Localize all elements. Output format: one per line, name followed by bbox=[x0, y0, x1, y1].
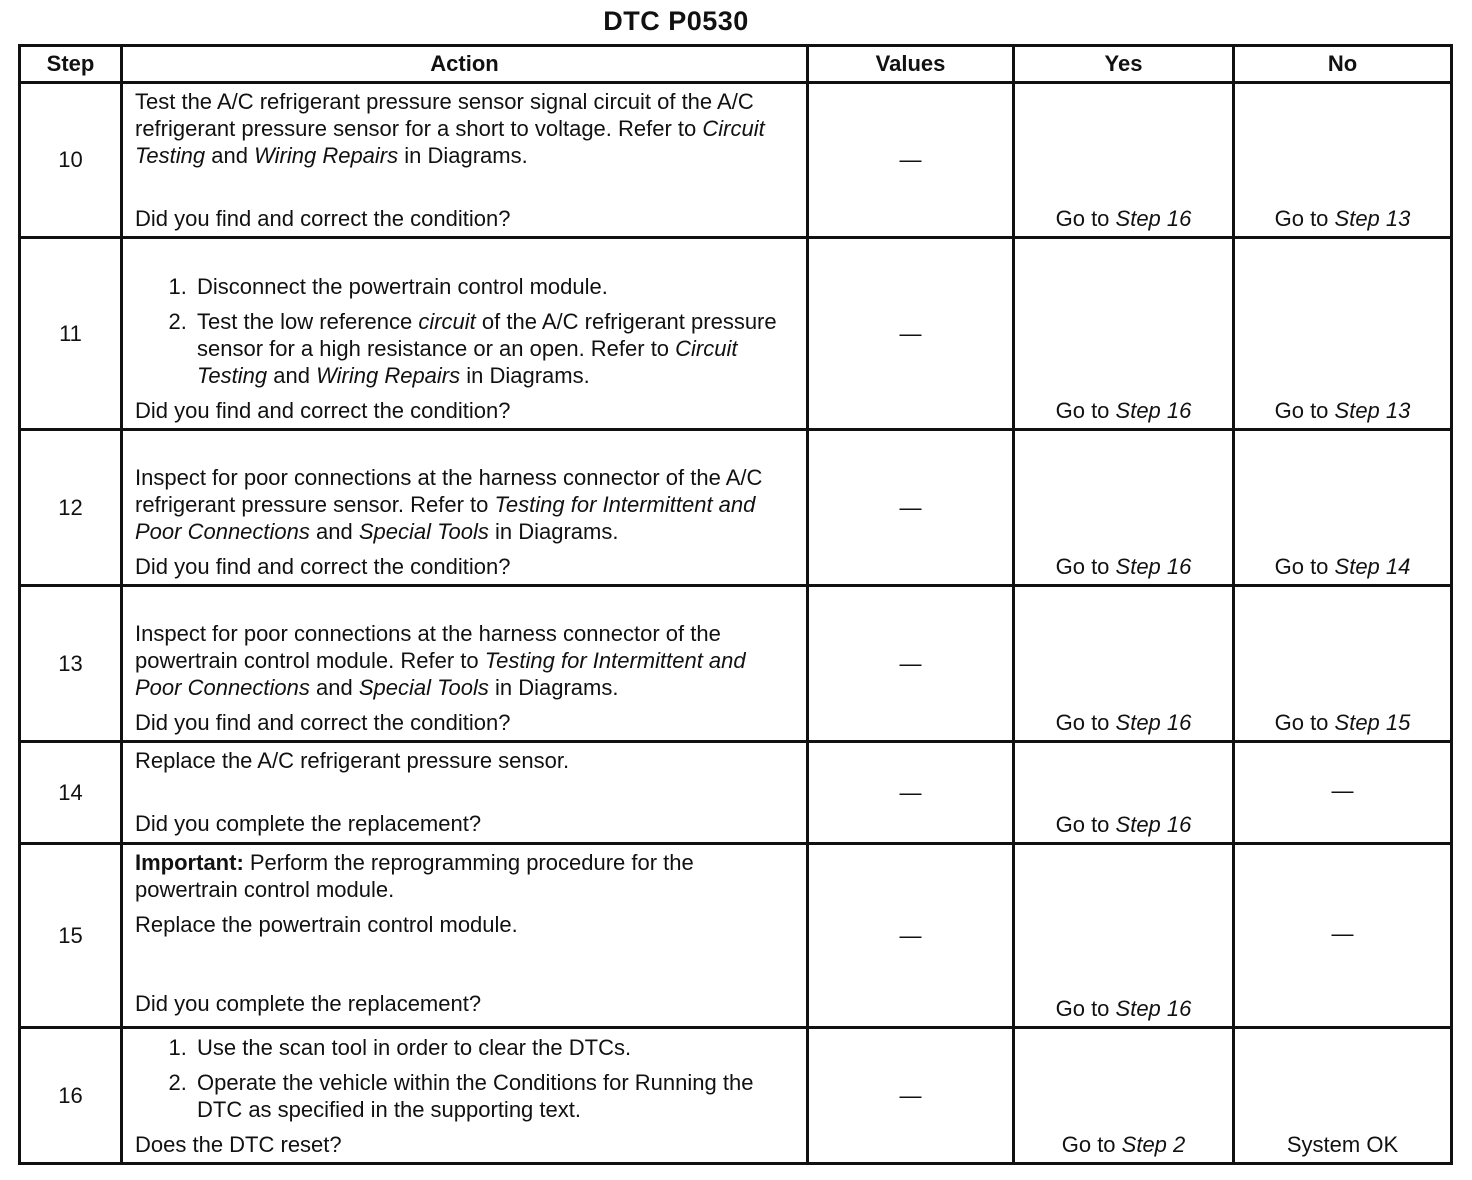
document-title: DTC P0530 bbox=[603, 6, 749, 36]
values-cell bbox=[808, 844, 1014, 1028]
header-action: Action bbox=[122, 46, 808, 83]
action-cell bbox=[122, 586, 808, 742]
values-cell bbox=[808, 742, 1014, 844]
no-cell: System OK bbox=[1234, 1028, 1452, 1164]
list-item: 1. Disconnect the powertrain control module. bbox=[193, 273, 798, 300]
action-text: Replace the powertrain control module. bbox=[135, 912, 518, 937]
no-cell bbox=[1234, 844, 1452, 1028]
action-cell bbox=[122, 430, 808, 586]
no-cell: Go to Step 13 bbox=[1234, 83, 1452, 238]
yes-cell: Go to Step 16 bbox=[1014, 742, 1234, 844]
table-row bbox=[20, 742, 1452, 844]
header-values: Values bbox=[808, 46, 1014, 83]
action-cell bbox=[122, 83, 808, 238]
values-cell bbox=[808, 238, 1014, 430]
action-question: Did you find and correct the condition? bbox=[135, 206, 511, 231]
header-step: Step bbox=[20, 46, 122, 83]
no-cell: Go to Step 14 bbox=[1234, 430, 1452, 586]
dash: — bbox=[899, 922, 922, 948]
important-note: Important: Perform the reprogramming procedure for the powertrain control module. bbox=[135, 850, 694, 902]
table-row bbox=[20, 83, 1452, 238]
action-question: Does the DTC reset? bbox=[135, 1132, 342, 1157]
no-cell: Go to Step 15 bbox=[1234, 586, 1452, 742]
step-number: 15 bbox=[20, 844, 122, 1028]
action-question: Did you complete the replacement? bbox=[135, 811, 482, 836]
action-cell bbox=[122, 238, 808, 430]
step-number: 11 bbox=[20, 238, 122, 430]
table-row bbox=[20, 586, 1452, 742]
dash: — bbox=[899, 650, 922, 676]
header-yes: Yes bbox=[1014, 46, 1234, 83]
values-cell bbox=[808, 83, 1014, 238]
action-question: Did you complete the replacement? bbox=[135, 991, 482, 1016]
action-question: Did you find and correct the condition? bbox=[135, 398, 511, 423]
list-item: 2. Test the low reference circuit of the A/C refrigerant pressure sensor for a high resistance or an open. Refer to Circuit Testing and Wiring Repairs in Diagrams. bbox=[193, 308, 798, 389]
table-row bbox=[20, 844, 1452, 1028]
no-cell bbox=[1234, 742, 1452, 844]
action-cell bbox=[122, 1028, 808, 1164]
values-cell bbox=[808, 586, 1014, 742]
dash: — bbox=[1331, 920, 1354, 946]
header-row bbox=[20, 46, 1452, 83]
yes-cell: Go to Step 16 bbox=[1014, 586, 1234, 742]
step-number: 12 bbox=[20, 430, 122, 586]
action-cell bbox=[122, 844, 808, 1028]
yes-cell: Go to Step 16 bbox=[1014, 430, 1234, 586]
action-cell bbox=[122, 742, 808, 844]
yes-cell: Go to Step 2 bbox=[1014, 1028, 1234, 1164]
action-text: Inspect for poor connections at the harness connector of the powertrain control module. Refer to Testing for Intermittent and Poor Connections and Special Tools in Diagrams. bbox=[135, 621, 746, 700]
header-no: No bbox=[1234, 46, 1452, 83]
diagnostic-table bbox=[18, 44, 1453, 1165]
action-text: Test the A/C refrigerant pressure sensor signal circuit of the A/C refrigerant pressure sensor for a short to voltage. Refer to Circuit Testing and Wiring Repairs in Diagrams. bbox=[135, 89, 765, 168]
action-question: Did you find and correct the condition? bbox=[135, 554, 511, 579]
step-number: 10 bbox=[20, 83, 122, 238]
action-text: Replace the A/C refrigerant pressure sensor. bbox=[135, 748, 570, 773]
step-number: 16 bbox=[20, 1028, 122, 1164]
dash: — bbox=[899, 494, 922, 520]
no-cell: Go to Step 13 bbox=[1234, 238, 1452, 430]
dash: — bbox=[899, 1082, 922, 1108]
table-row bbox=[20, 1028, 1452, 1164]
dash: — bbox=[899, 779, 922, 805]
yes-cell: Go to Step 16 bbox=[1014, 238, 1234, 430]
list-item: 1. Use the scan tool in order to clear the DTCs. bbox=[193, 1034, 798, 1061]
action-text: Inspect for poor connections at the harness connector of the A/C refrigerant pressure sensor. Refer to Testing for Intermittent and Poor Connections and Special Tools in Diagrams. bbox=[135, 465, 763, 544]
yes-cell: Go to Step 16 bbox=[1014, 83, 1234, 238]
step-number: 13 bbox=[20, 586, 122, 742]
table-row bbox=[20, 430, 1452, 586]
step-number: 14 bbox=[20, 742, 122, 844]
table-row bbox=[20, 238, 1452, 430]
action-list bbox=[135, 1034, 798, 1123]
dash: — bbox=[899, 147, 922, 172]
yes-cell: Go to Step 16 bbox=[1014, 844, 1234, 1028]
action-list bbox=[135, 273, 798, 389]
values-cell bbox=[808, 430, 1014, 586]
list-item: 2. Operate the vehicle within the Conditions for Running the DTC as specified in the supporting text. bbox=[193, 1069, 798, 1123]
action-question: Did you find and correct the condition? bbox=[135, 710, 511, 735]
values-cell bbox=[808, 1028, 1014, 1164]
dash: — bbox=[1331, 777, 1354, 803]
dash: — bbox=[899, 320, 922, 346]
